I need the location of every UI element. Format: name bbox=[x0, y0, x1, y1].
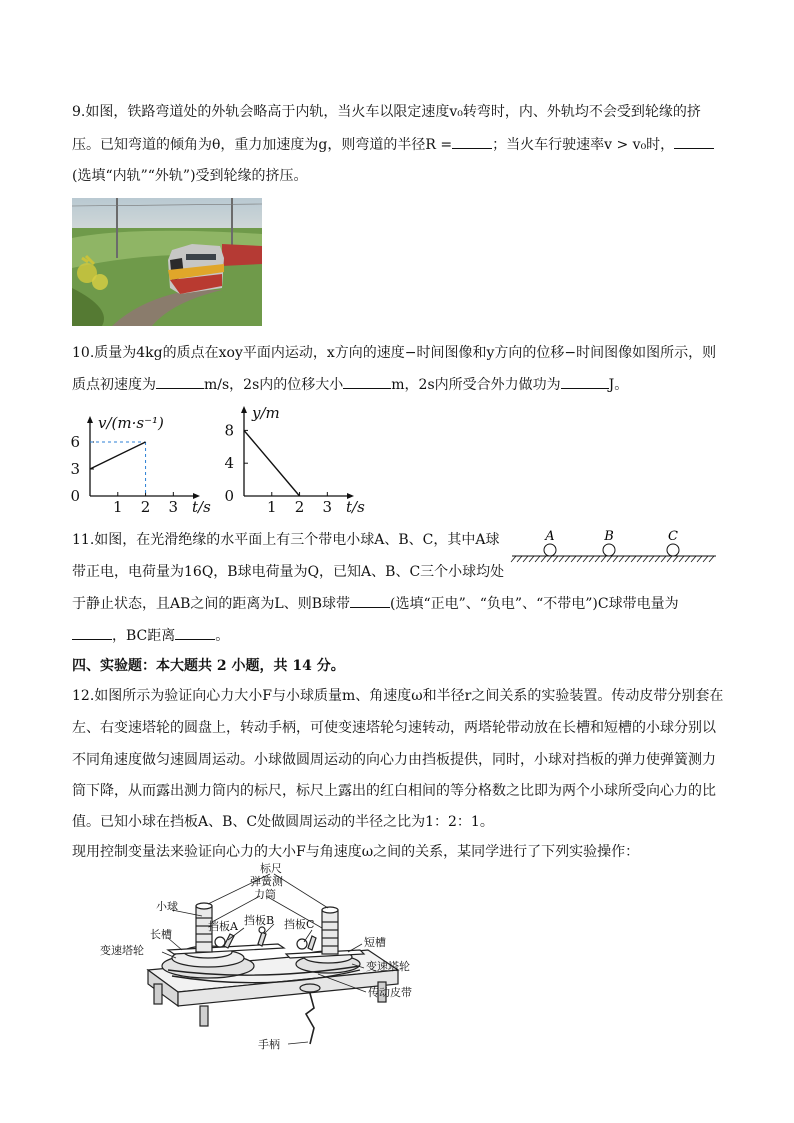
q10-text-2b: m/s，2s内的位移大小 bbox=[204, 377, 344, 393]
q10-line-2 bbox=[72, 374, 628, 395]
vt-series-line bbox=[90, 442, 146, 469]
q11-answer-blank-2 bbox=[72, 625, 112, 640]
q10-text-2d: J。 bbox=[608, 377, 629, 393]
vt-y-tick-label: 0 bbox=[70, 487, 80, 505]
train-photo bbox=[72, 198, 262, 326]
motion-graphs bbox=[60, 396, 380, 530]
q11-line-4 bbox=[72, 625, 229, 646]
q11-line-1: 11.如图，在光滑绝缘的水平面上有三个带电小球A、B、C，其中A球 bbox=[72, 532, 500, 548]
section-4-title: 四、实验题：本大题共 2 小题，共 14 分。 bbox=[72, 658, 345, 674]
q9-text-2b: ；当火车行驶速率v > v₀时， bbox=[492, 137, 675, 153]
ball-a bbox=[544, 544, 556, 556]
label-spring-tube-1: 弹簧测 bbox=[250, 875, 283, 888]
velocity-time-graph bbox=[70, 414, 211, 516]
label-spring-tube-2: 力筒 bbox=[254, 888, 276, 901]
vt-y-arrow bbox=[87, 416, 93, 423]
vt-x-tick-label: 2 bbox=[140, 498, 151, 516]
q11-text-4a: ，BC距离 bbox=[112, 628, 176, 644]
yt-series-line bbox=[244, 430, 300, 496]
q9-line-2 bbox=[72, 134, 714, 155]
q11-line-2: 带正电，电荷量为16Q，B球电荷量为Q，已知A、B、C三个小球均处 bbox=[72, 564, 505, 580]
label-baffle-a: 挡板A bbox=[208, 920, 238, 933]
q11-line-3 bbox=[72, 593, 679, 614]
label-ruler: 标尺 bbox=[260, 862, 282, 875]
label-belt: 传动皮带 bbox=[368, 986, 412, 999]
q12-line-3: 不同角速度做匀速圆周运动。小球做圆周运动的向心力由挡板提供，同时，小球对挡板的弹力使弹簧测力 bbox=[72, 752, 716, 768]
label-long-groove: 长槽 bbox=[150, 928, 172, 941]
q11-text-3a: 于静止状态，且AB之间的距离为L、则B球带 bbox=[72, 596, 350, 612]
q10-answer-blank-3 bbox=[561, 374, 609, 389]
q10-answer-blank-1 bbox=[156, 374, 204, 389]
q12-line-1: 12.如图所示为验证向心力大小F与小球质量m、角速度ω和半径r之间关系的实验装置。传动皮带分别套在 bbox=[72, 688, 724, 704]
charged-balls-diagram bbox=[508, 524, 720, 568]
vt-x-tick-label: 1 bbox=[113, 498, 123, 516]
q11-text-4b: 。 bbox=[215, 628, 230, 644]
q9-answer-blank-1 bbox=[452, 134, 492, 149]
q9-line-1: 9.如图，铁路弯道处的外轨会略高于内轨，当火车以限定速度v₀转弯时，内、外轨均不会受到轮缘的挤 bbox=[72, 104, 701, 120]
q11-answer-blank-1 bbox=[350, 593, 390, 608]
ball-label-b: B bbox=[604, 529, 614, 544]
q12-line-5: 值。已知小球在挡板A、B、C处做圆周运动的半径之比为1：2：1。 bbox=[72, 814, 494, 830]
q9-text-2a: 压。已知弯道的倾角为θ，重力加速度为g，则弯道的半径R = bbox=[72, 137, 453, 153]
yt-y-tick-label: 8 bbox=[224, 421, 234, 440]
q12-line-4: 筒下降，从而露出测力筒内的标尺，标尺上露出的红白相间的等分格数之比即为两个小球所受向心力的比 bbox=[72, 783, 716, 799]
label-baffle-b: 挡板B bbox=[244, 914, 275, 927]
label-baffle-c: 挡板C bbox=[284, 918, 315, 931]
label-handle: 手柄 bbox=[258, 1038, 280, 1051]
label-short-groove: 短槽 bbox=[364, 936, 386, 949]
q10-answer-blank-2 bbox=[343, 374, 391, 389]
ball-c bbox=[667, 544, 679, 556]
label-small-ball: 小球 bbox=[156, 900, 178, 913]
label-tower-wheel-left: 变速塔轮 bbox=[100, 944, 144, 957]
q10-text-2c: m，2s内所受合外力做功为 bbox=[391, 377, 561, 393]
yt-x-tick-label: 1 bbox=[267, 498, 277, 516]
yt-y-arrow bbox=[241, 406, 247, 413]
ball-label-a: A bbox=[545, 529, 555, 544]
yt-x-tick-label: 2 bbox=[294, 498, 305, 516]
vt-y-tick-label: 6 bbox=[70, 433, 80, 451]
vt-y-tick-label: 3 bbox=[70, 460, 80, 478]
q9-answer-blank-2 bbox=[674, 134, 714, 149]
centripetal-force-apparatus bbox=[98, 858, 458, 1076]
q10-line-1: 10.质量为4kg的质点在xoy平面内运动，x方向的速度−时间图像和y方向的位移−时间图像如图所示，则 bbox=[72, 345, 717, 361]
q10-text-2a: 质点初速度为 bbox=[72, 377, 156, 393]
q11-text-3b: (选填“正电”、“负电”、“不带电”)C球带电量为 bbox=[389, 596, 679, 612]
ball-label-c: C bbox=[668, 529, 678, 544]
label-tower-wheel-right: 变速塔轮 bbox=[366, 960, 410, 973]
yt-x-tick-label: 3 bbox=[322, 498, 333, 516]
q12-line-2: 左、右变速塔轮的圆盘上，转动手柄，可使变速塔轮匀速转动，两塔轮带动放在长槽和短槽的小球分别以 bbox=[72, 720, 716, 736]
q9-line-3: (选填“内轨”“外轨”)受到轮缘的挤压。 bbox=[72, 168, 308, 184]
displacement-time-graph bbox=[224, 404, 365, 516]
yt-y-tick-label: 0 bbox=[224, 487, 234, 505]
yt-y-tick-label: 4 bbox=[224, 454, 234, 473]
yt-x-label: t/s bbox=[346, 498, 365, 516]
yt-y-label: y/m bbox=[252, 404, 280, 422]
ball-b bbox=[603, 544, 615, 556]
ground-hatching bbox=[511, 556, 714, 562]
vt-x-tick-label: 3 bbox=[168, 498, 179, 516]
q11-answer-blank-3 bbox=[175, 625, 215, 640]
vt-x-label: t/s bbox=[192, 498, 211, 516]
vt-y-label: v/(m·s⁻¹) bbox=[98, 414, 164, 432]
q12-line-6: 现用控制变量法来验证向心力的大小F与角速度ω之间的关系，某同学进行了下列实验操作： bbox=[72, 844, 640, 860]
